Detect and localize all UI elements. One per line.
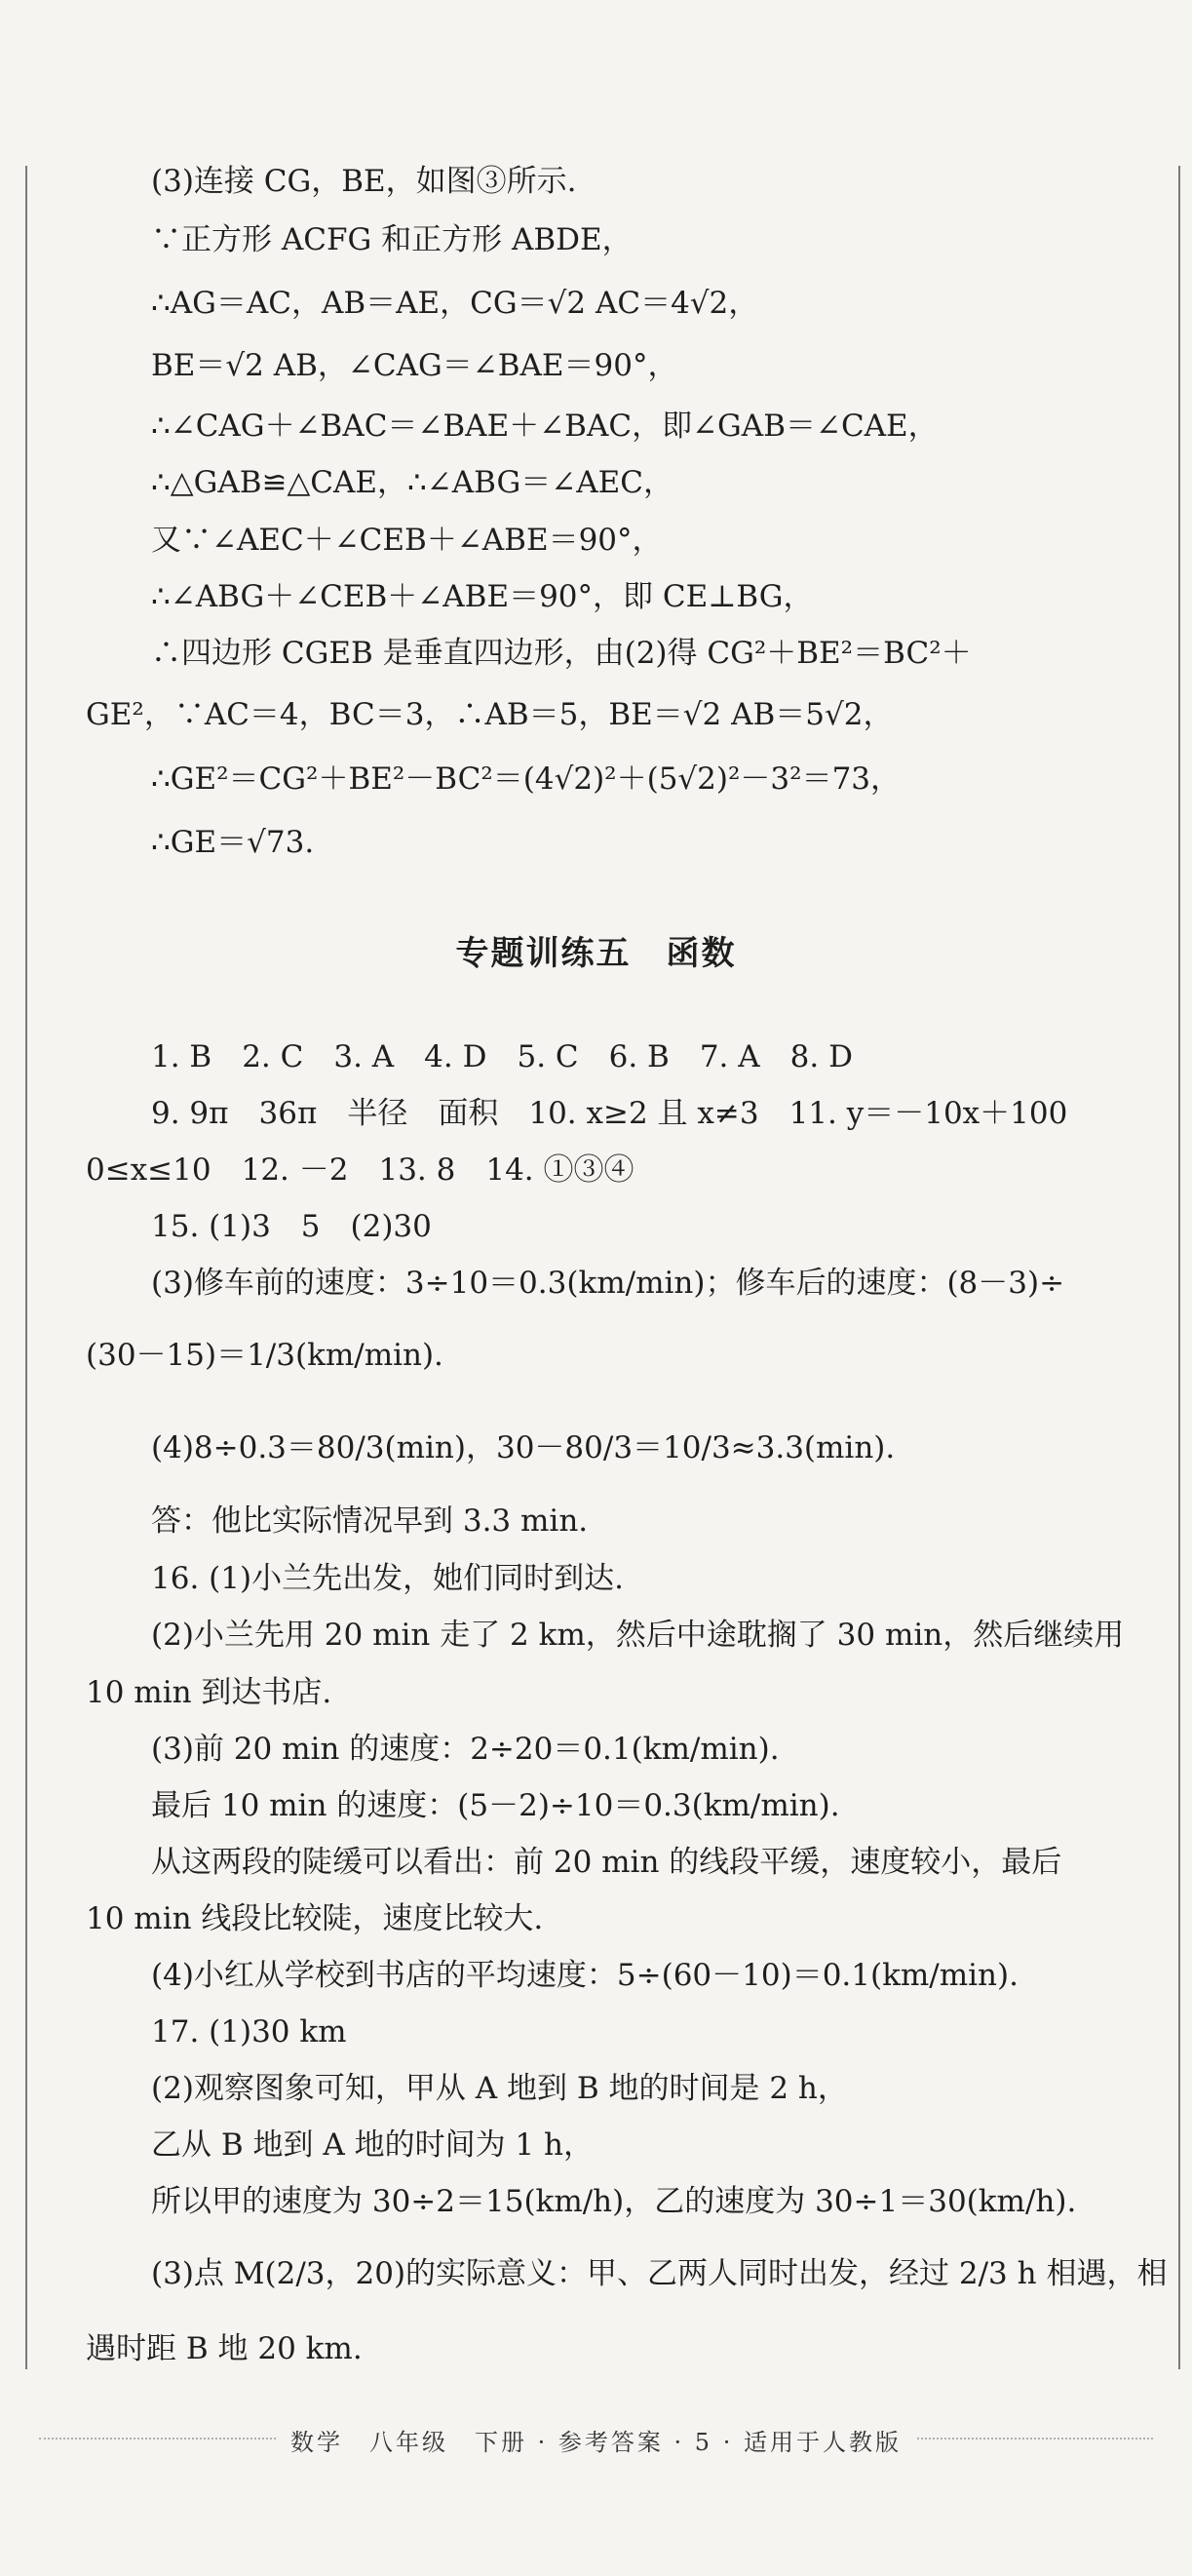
text-line: (30－15)＝1/3(km/min). (86, 1338, 443, 1373)
footer-text: 数学 八年级 下册 · 参考答案 · 5 · 适用于人教版 (277, 2429, 915, 2456)
text-line: (4)小红从学校到书店的平均速度：5÷(60－10)＝0.1(km/min). (151, 1958, 1019, 1993)
text-line: 1. B 2. C 3. A 4. D 5. C 6. B 7. A 8. D (151, 1039, 853, 1074)
text-line: ∴AG＝AC，AB＝AE，CG＝√2 AC＝4√2， (151, 286, 759, 321)
text-line: 遇时距 B 地 20 km. (86, 2331, 363, 2366)
text-line: (2)小兰先用 20 min 走了 2 km，然后中途耽搁了 30 min，然后继续用 (151, 1618, 1125, 1653)
text-line: (3)点 M(2/3，20)的实际意义：甲、乙两人同时出发，经过 2/3 h 相遇，相 (151, 2256, 1168, 2291)
left-margin-rule (25, 166, 27, 2369)
page-footer (0, 2423, 1192, 2457)
text-line: (2)观察图象可知，甲从 A 地到 B 地的时间是 2 h， (151, 2071, 848, 2106)
text-line: ∵正方形 ACFG 和正方形 ABDE， (151, 222, 633, 257)
text-line: ∴△GAB≌△CAE，∴∠ABG＝∠AEC， (151, 465, 673, 500)
text-line: 乙从 B 地到 A 地的时间为 1 h， (151, 2127, 594, 2163)
right-margin-rule (1178, 166, 1180, 2369)
text-line: 9. 9π 36π 半径 面积 10. x≥2 且 x≠3 11. y＝－10x＋100 (151, 1096, 1068, 1131)
text-line: 从这两段的陡缓可以看出：前 20 min 的线段平缓，速度较小，最后 (151, 1845, 1062, 1880)
text-line: ∴∠CAG＋∠BAC＝∠BAE＋∠BAC，即∠GAB＝∠CAE， (151, 409, 939, 444)
text-line: GE²，∵AC＝4，BC＝3，∴AB＝5，BE＝√2 AB＝5√2， (86, 697, 894, 732)
text-line: (3)修车前的速度：3÷10＝0.3(km/min)；修车后的速度：(8－3)÷ (151, 1266, 1065, 1301)
text-line: BE＝√2 AB，∠CAG＝∠BAE＝90°， (151, 348, 678, 383)
text-line: 又∵∠AEC＋∠CEB＋∠ABE＝90°， (151, 523, 663, 558)
text-line: ∴GE²＝CG²＋BE²－BC²＝(4√2)²＋(5√2)²－3²＝73， (151, 761, 902, 797)
text-line: (4)8÷0.3＝80/3(min)，30－80/3＝10/3≈3.3(min). (151, 1430, 896, 1465)
text-line: 16. (1)小兰先出发，她们同时到达. (151, 1561, 624, 1596)
section-title: 专题训练五 函数 (455, 934, 737, 973)
text-line: 答：他比实际情况早到 3.3 min. (151, 1503, 589, 1539)
text-line: (3)连接 CG，BE，如图③所示. (151, 164, 577, 199)
text-line: 最后 10 min 的速度：(5－2)÷10＝0.3(km/min). (151, 1788, 840, 1823)
text-line: 15. (1)3 5 (2)30 (151, 1209, 432, 1244)
text-line: ∴四边形 CGEB 是垂直四边形，由(2)得 CG²＋BE²＝BC²＋ (151, 636, 972, 671)
text-line: ∴∠ABG＋∠CEB＋∠ABE＝90°，即 CE⊥BG， (151, 579, 814, 614)
text-line: 所以甲的速度为 30÷2＝15(km/h)，乙的速度为 30÷1＝30(km/h). (151, 2184, 1077, 2219)
text-line: 17. (1)30 km (151, 2014, 347, 2049)
text-line: ∴GE＝√73. (151, 825, 315, 860)
text-line: (3)前 20 min 的速度：2÷20＝0.1(km/min). (151, 1732, 780, 1767)
text-line: 10 min 到达书店. (86, 1675, 332, 1710)
text-line: 0≤x≤10 12. －2 13. 8 14. ①③④ (86, 1152, 634, 1188)
text-line: 10 min 线段比较陡，速度比较大. (86, 1901, 544, 1936)
